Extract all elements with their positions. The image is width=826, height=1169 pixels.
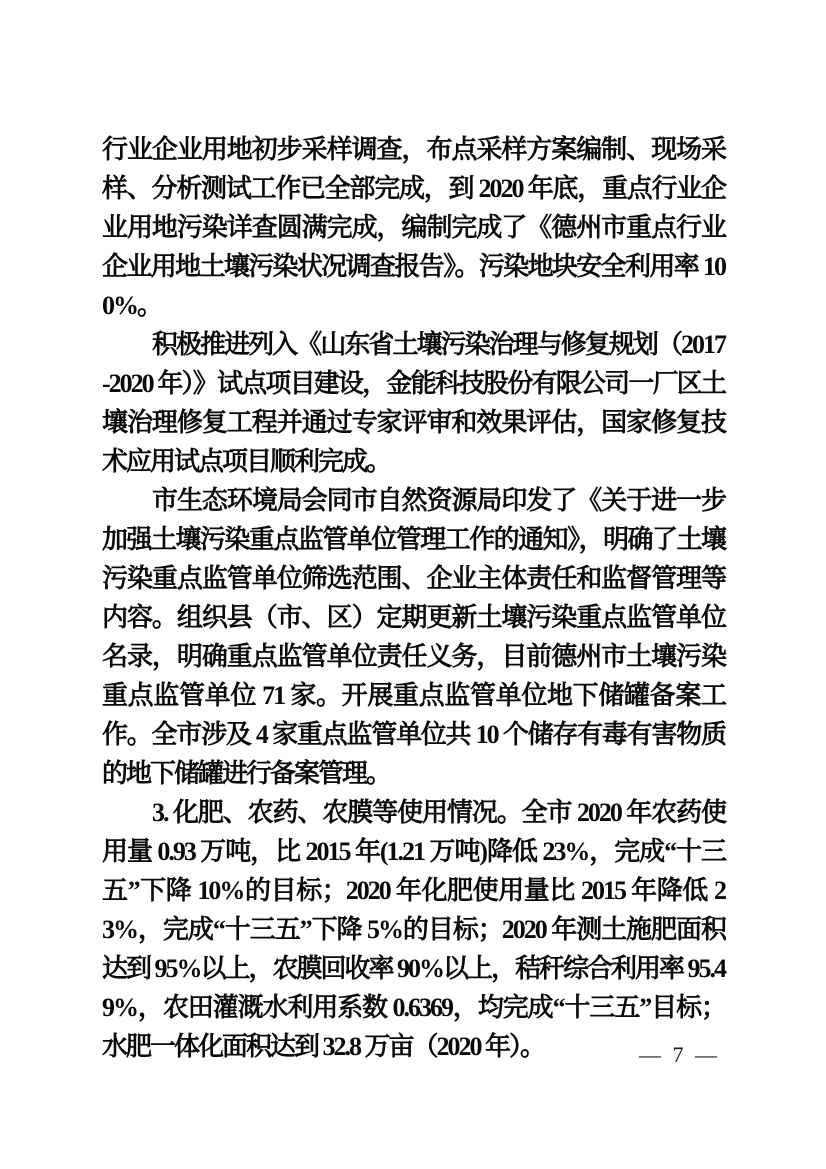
- page-number: — 7 —: [639, 1042, 720, 1067]
- paragraph-fertilizer-pesticide: 3. 化肥、农药、农膜等使用情况。全市 2020 年农药使用量 0.93 万吨，比 2015 年(1.21 万吨)降低 23%，完成“十三五”下降 10%的目标；2020 年化肥使用量比 2015 年降低 23%，完成“十三五”下降 5%的目标；2020 年测土施肥面积达到 95%以上，农膜回收率 90%以上，秸秆综合利用率 95.49%，农田灌溉水利用系数 0.6369，均完成“十三五”目标；水肥一体化面积达到 32.8 万亩（2020 年）。: [102, 798, 726, 1061]
- text-block: [102, 130, 725, 1066]
- paragraph-remediation-pilot: 积极推进列入《山东省土壤污染治理与修复规划（2017-2020 年）》试点项目建设，金能科技股份有限公司一厂区土壤治理修复工程并通过专家评审和效果评估，国家修复技术应用试点项目顺利完成。: [102, 330, 725, 476]
- paragraph-supervision-units: 市生态环境局会同市自然资源局印发了《关于进一步加强土壤污染重点监管单位管理工作的通知》，明确了土壤污染重点监管单位筛选范围、企业主体责任和监督管理等内容。组织县（市、区）定期更新土壤污染重点监管单位名录，明确重点监管单位责任义务，目前德州市土壤污染重点监管单位 71 家。开展重点监管单位地下储罐备案工作。全市涉及 4 家重点监管单位共 10 个储存有毒有害物质的地下储罐进行备案管理。: [102, 486, 725, 788]
- paragraph-continuation: 行业企业用地初步采样调查，布点采样方案编制、现场采样、分析测试工作已全部完成，到 2020 年底，重点行业企业用地污染详查圆满完成，编制完成了《德州市重点行业企业用地土壤污染状况调查报告》。污染地块安全利用率 100%。: [102, 135, 725, 320]
